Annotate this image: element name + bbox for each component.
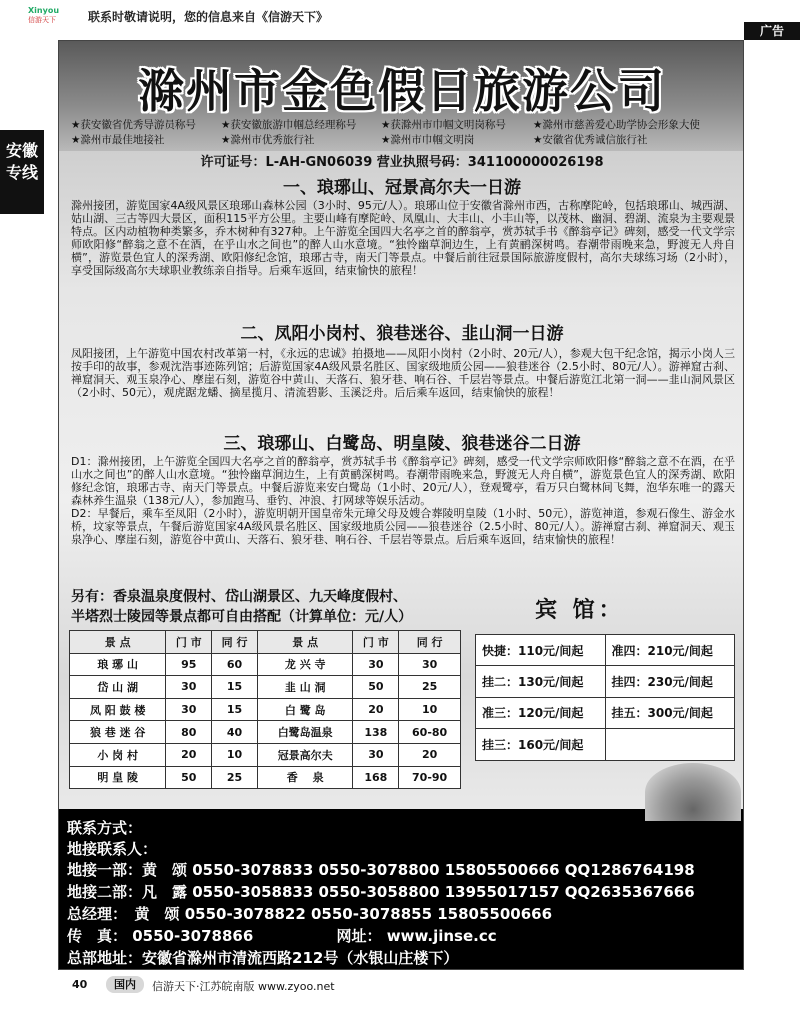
route-1-text: 滁州接团，游览国家4A级风景区琅琊山森林公园（3小时、95元/人）。琅琊山位于安徽省滁州市西，古称摩陀岭，包括琅琊山、城西湖、姑山湖、三古等四大景区，面积115平方公里。主要山峰有摩陀岭、凤凰山、大丰山、小丰山等，以茂林、幽洞、碧湖、流泉为主要观景特点。区内动植物种类繁多，乔木树种有327种。上午游览全国四大名亭之首的醉翁亭，赏苏轼手书《醉翁亭记》碑刻，感受一代文学宗师欧阳修“醉翁之意不在酒，在乎山水之间也”的醉人山水意境。“独怜幽草涧边生，上有黄鹂深树鸣。春潮带雨晚来急，野渡无人舟自横”，游览景色宜人的深秀湖、欧阳修纪念馆，琅琊古寺，南天门等景点。中餐后前往冠景国际旅游度假村，高尔夫球练习场（2小时），享受国际级高尔夫球职业教练亲自指导。后乘车返回，结束愉快的旅程！ (71, 199, 735, 277)
top-strip (0, 0, 800, 34)
table-cell: 香 泉 (257, 766, 353, 789)
table-cell (605, 729, 735, 760)
advertisement-frame (58, 40, 744, 970)
column-header: 景 点 (257, 631, 353, 654)
honor-item: ★滁州市优秀旅行社 (221, 134, 315, 146)
table-cell: 168 (353, 766, 399, 789)
spot-price-table (69, 630, 461, 789)
table-cell: 15 (212, 676, 258, 699)
optional-spots-note (71, 587, 491, 627)
route-3-day2: D2：早餐后，乘车至凤阳（2小时），游览明朝开国皇帝朱元璋父母及嫂合葬陵明皇陵（1小时、50元），游览神道，参观石像生、游金水桥，坟家等景点，午餐后游览国家4A级风景名胜区、国家级地质公园——狼巷迷谷（2.5小时、80元/人）。游禅窟古刹、禅窟洞天、观玉泉净心、摩崖石刻，游览谷中黄山、天落石、狼牙巷、响石谷、千层岩等景点。后后乘车返回，结束愉快的旅程！ (71, 507, 735, 546)
table-cell: 30 (353, 653, 399, 676)
column-header: 门 市 (353, 631, 399, 654)
contact-heading: 联系方式： (67, 819, 143, 837)
route-2-text: 凤阳接团，上午游览中国农村改革第一村，《永远的忠诚》拍摄地——凤阳小岗村（2小时、20元/人），参观大包干纪念馆，揭示小岗人三按手印的故事，参观沈浩事迹陈列馆；后游览国家4A级风景名胜区、国家级地质公园——狼巷迷谷（2.5小时、80元/人）。游禅窟古刹、禅窟洞天、观玉泉净心、摩崖石刻，游览谷中黄山、天落石、狼牙巷、响石谷、千层岩等景点。中餐后游览江北第一洞——韭山洞风景区（2小时、50元），观虎踞龙蟠、摘星揽月、清流碧影、玉溪泛舟。后后乘车返回，结束愉快的旅程！ (71, 347, 735, 399)
contact-line-3: 总经理： 黄 颂 0550-3078822 0550-3078855 15805500666 (67, 905, 553, 923)
contact-subheading: 地接联系人： (67, 840, 158, 858)
table-cell: 凤 阳 鼓 楼 (70, 698, 166, 721)
side-tab-label: 安徽专线 (5, 141, 38, 182)
route-1-title: 一、琅琊山、冠景高尔夫一日游 (283, 178, 521, 198)
table-cell: 30 (399, 653, 461, 676)
fax-number: 0550-3078866 (132, 927, 254, 945)
table-cell: 70-90 (399, 766, 461, 789)
table-row (476, 635, 735, 666)
table-cell: 狼 巷 迷 谷 (70, 721, 166, 744)
table-cell: 30 (353, 743, 399, 766)
table-cell: 80 (166, 721, 212, 744)
column-header: 同 行 (212, 631, 258, 654)
route-3-description (71, 455, 735, 546)
honor-item: ★滁州市巾帼文明岗 (381, 134, 475, 146)
table-row (70, 698, 461, 721)
table-cell: 快捷：110元/间起 (476, 635, 606, 666)
table-row (70, 766, 461, 789)
table-cell: 20 (353, 698, 399, 721)
logo-text-latin: Xinyou (28, 6, 60, 15)
table-cell: 20 (166, 743, 212, 766)
table-cell: 25 (212, 766, 258, 789)
table-cell: 岱 山 湖 (70, 676, 166, 699)
contact-line-2: 地接二部：凡 露 0550-3058833 0550-3058800 13955017157 QQ2635367666 (67, 883, 695, 901)
scenery-photo (645, 763, 741, 821)
table-cell: 挂五：300元/间起 (605, 697, 735, 728)
route-3-day1: D1：滁州接团，上午游览全国四大名亭之首的醉翁亭，赏苏轼手书《醉翁亭记》碑刻，感受一代文学宗师欧阳修“醉翁之意不在酒，在乎山水之间也”的醉人山水意境。“独怜幽草涧边生，上有黄鹂深树鸣。春潮带雨晚来急，野渡无人舟自横”，游览景色宜人的深秀湖、欧阳修纪念馆，琅琊古寺、南天门等景点。中餐后游览来安白鹭岛（1小时、20元/人），登观鹭亭，看万只白鹭林间飞舞，泡华东唯一的露天森林养生温泉（138元/人），参加跑马、垂钓、冲浪、打网球等娱乐活动。 (71, 455, 735, 507)
honor-item: ★获安徽旅游巾帼总经理称号 (221, 119, 357, 131)
publication-logo (28, 6, 80, 24)
route-2-title: 二、凤阳小岗村、狼巷迷谷、韭山洞一日游 (240, 324, 564, 344)
table-cell: 白 鹭 岛 (257, 698, 353, 721)
table-cell: 挂二：130元/间起 (476, 666, 606, 697)
honor-item: ★滁州市最佳地接社 (71, 134, 165, 146)
footer-publication: 信游天下·江苏皖南版 www.zyoo.net (152, 980, 335, 993)
table-cell: 40 (212, 721, 258, 744)
table-cell: 50 (166, 766, 212, 789)
optional-spots-line-2: 半塔烈士陵园等景点都可自由搭配（计算单位：元/人） (71, 609, 413, 625)
table-cell: 138 (353, 721, 399, 744)
side-tab-anhui (0, 130, 44, 214)
ad-tag: 广告 (744, 22, 800, 40)
source-note: 联系时敬请说明，您的信息来自《信游天下》 (88, 10, 329, 24)
table-cell: 60 (212, 653, 258, 676)
column-header: 门 市 (166, 631, 212, 654)
table-cell: 15 (212, 698, 258, 721)
table-cell: 50 (353, 676, 399, 699)
table-cell: 小 岗 村 (70, 743, 166, 766)
route-2-description (71, 347, 735, 399)
table-cell: 琅 琊 山 (70, 653, 166, 676)
honor-item: ★滁州市慈善爱心助学协会形象大使 (533, 119, 700, 131)
column-header: 景 点 (70, 631, 166, 654)
page-footer (0, 972, 800, 996)
website-link[interactable]: www.jinse.cc (386, 927, 497, 945)
table-cell: 白鹭岛温泉 (257, 721, 353, 744)
table-row (476, 697, 735, 728)
hotel-title: 宾 馆： (535, 598, 625, 623)
route-1-description (71, 199, 735, 277)
table-cell: 20 (399, 743, 461, 766)
logo-text-chinese: 信游天下 (28, 16, 56, 24)
company-name: 滁州市金色假日旅游公司 (138, 64, 666, 118)
route-3-title: 三、琅琊山、白鹭岛、明皇陵、狼巷迷谷二日游 (223, 434, 581, 454)
table-cell: 韭 山 洞 (257, 676, 353, 699)
table-cell: 10 (399, 698, 461, 721)
table-cell: 明 皇 陵 (70, 766, 166, 789)
table-cell: 冠景高尔夫 (257, 743, 353, 766)
optional-spots-line-1: 另有：香泉温泉度假村、岱山湖景区、九天峰度假村、 (71, 589, 407, 605)
license-numbers: 许可证号：L-AH-GN06039 营业执照号码：341100000026198 (200, 155, 604, 170)
honor-item: ★获安徽省优秀导游员称号 (71, 119, 196, 131)
contact-line-fax (67, 925, 737, 946)
website-label: 网址： (336, 927, 382, 945)
table-row (70, 721, 461, 744)
table-header-row (70, 631, 461, 654)
table-cell: 龙 兴 寺 (257, 653, 353, 676)
hotel-price-table (475, 634, 735, 761)
honor-item: ★获滁州市巾帼文明岗称号 (381, 119, 506, 131)
table-cell: 挂三：160元/间起 (476, 729, 606, 760)
column-header: 同 行 (399, 631, 461, 654)
table-cell: 挂四：230元/间起 (605, 666, 735, 697)
table-row (70, 676, 461, 699)
table-cell: 60-80 (399, 721, 461, 744)
contact-line-1: 地接一部：黄 颂 0550-3078833 0550-3078800 15805500666 QQ1286764198 (67, 861, 695, 879)
page-number: 40 (72, 978, 88, 991)
table-cell: 25 (399, 676, 461, 699)
table-row (70, 653, 461, 676)
honor-item: ★安徽省优秀诚信旅行社 (533, 134, 648, 146)
table-cell: 30 (166, 676, 212, 699)
table-row (70, 743, 461, 766)
table-row (476, 666, 735, 697)
table-cell: 30 (166, 698, 212, 721)
table-cell: 10 (212, 743, 258, 766)
table-row (476, 729, 735, 760)
table-cell: 95 (166, 653, 212, 676)
fax-label: 传 真： (67, 927, 128, 945)
table-cell: 准三：120元/间起 (476, 697, 606, 728)
section-badge: 国内 (106, 976, 144, 993)
table-cell: 准四：210元/间起 (605, 635, 735, 666)
contact-address: 总部地址：安徽省滁州市清流西路212号（水银山庄楼下） (67, 949, 459, 967)
